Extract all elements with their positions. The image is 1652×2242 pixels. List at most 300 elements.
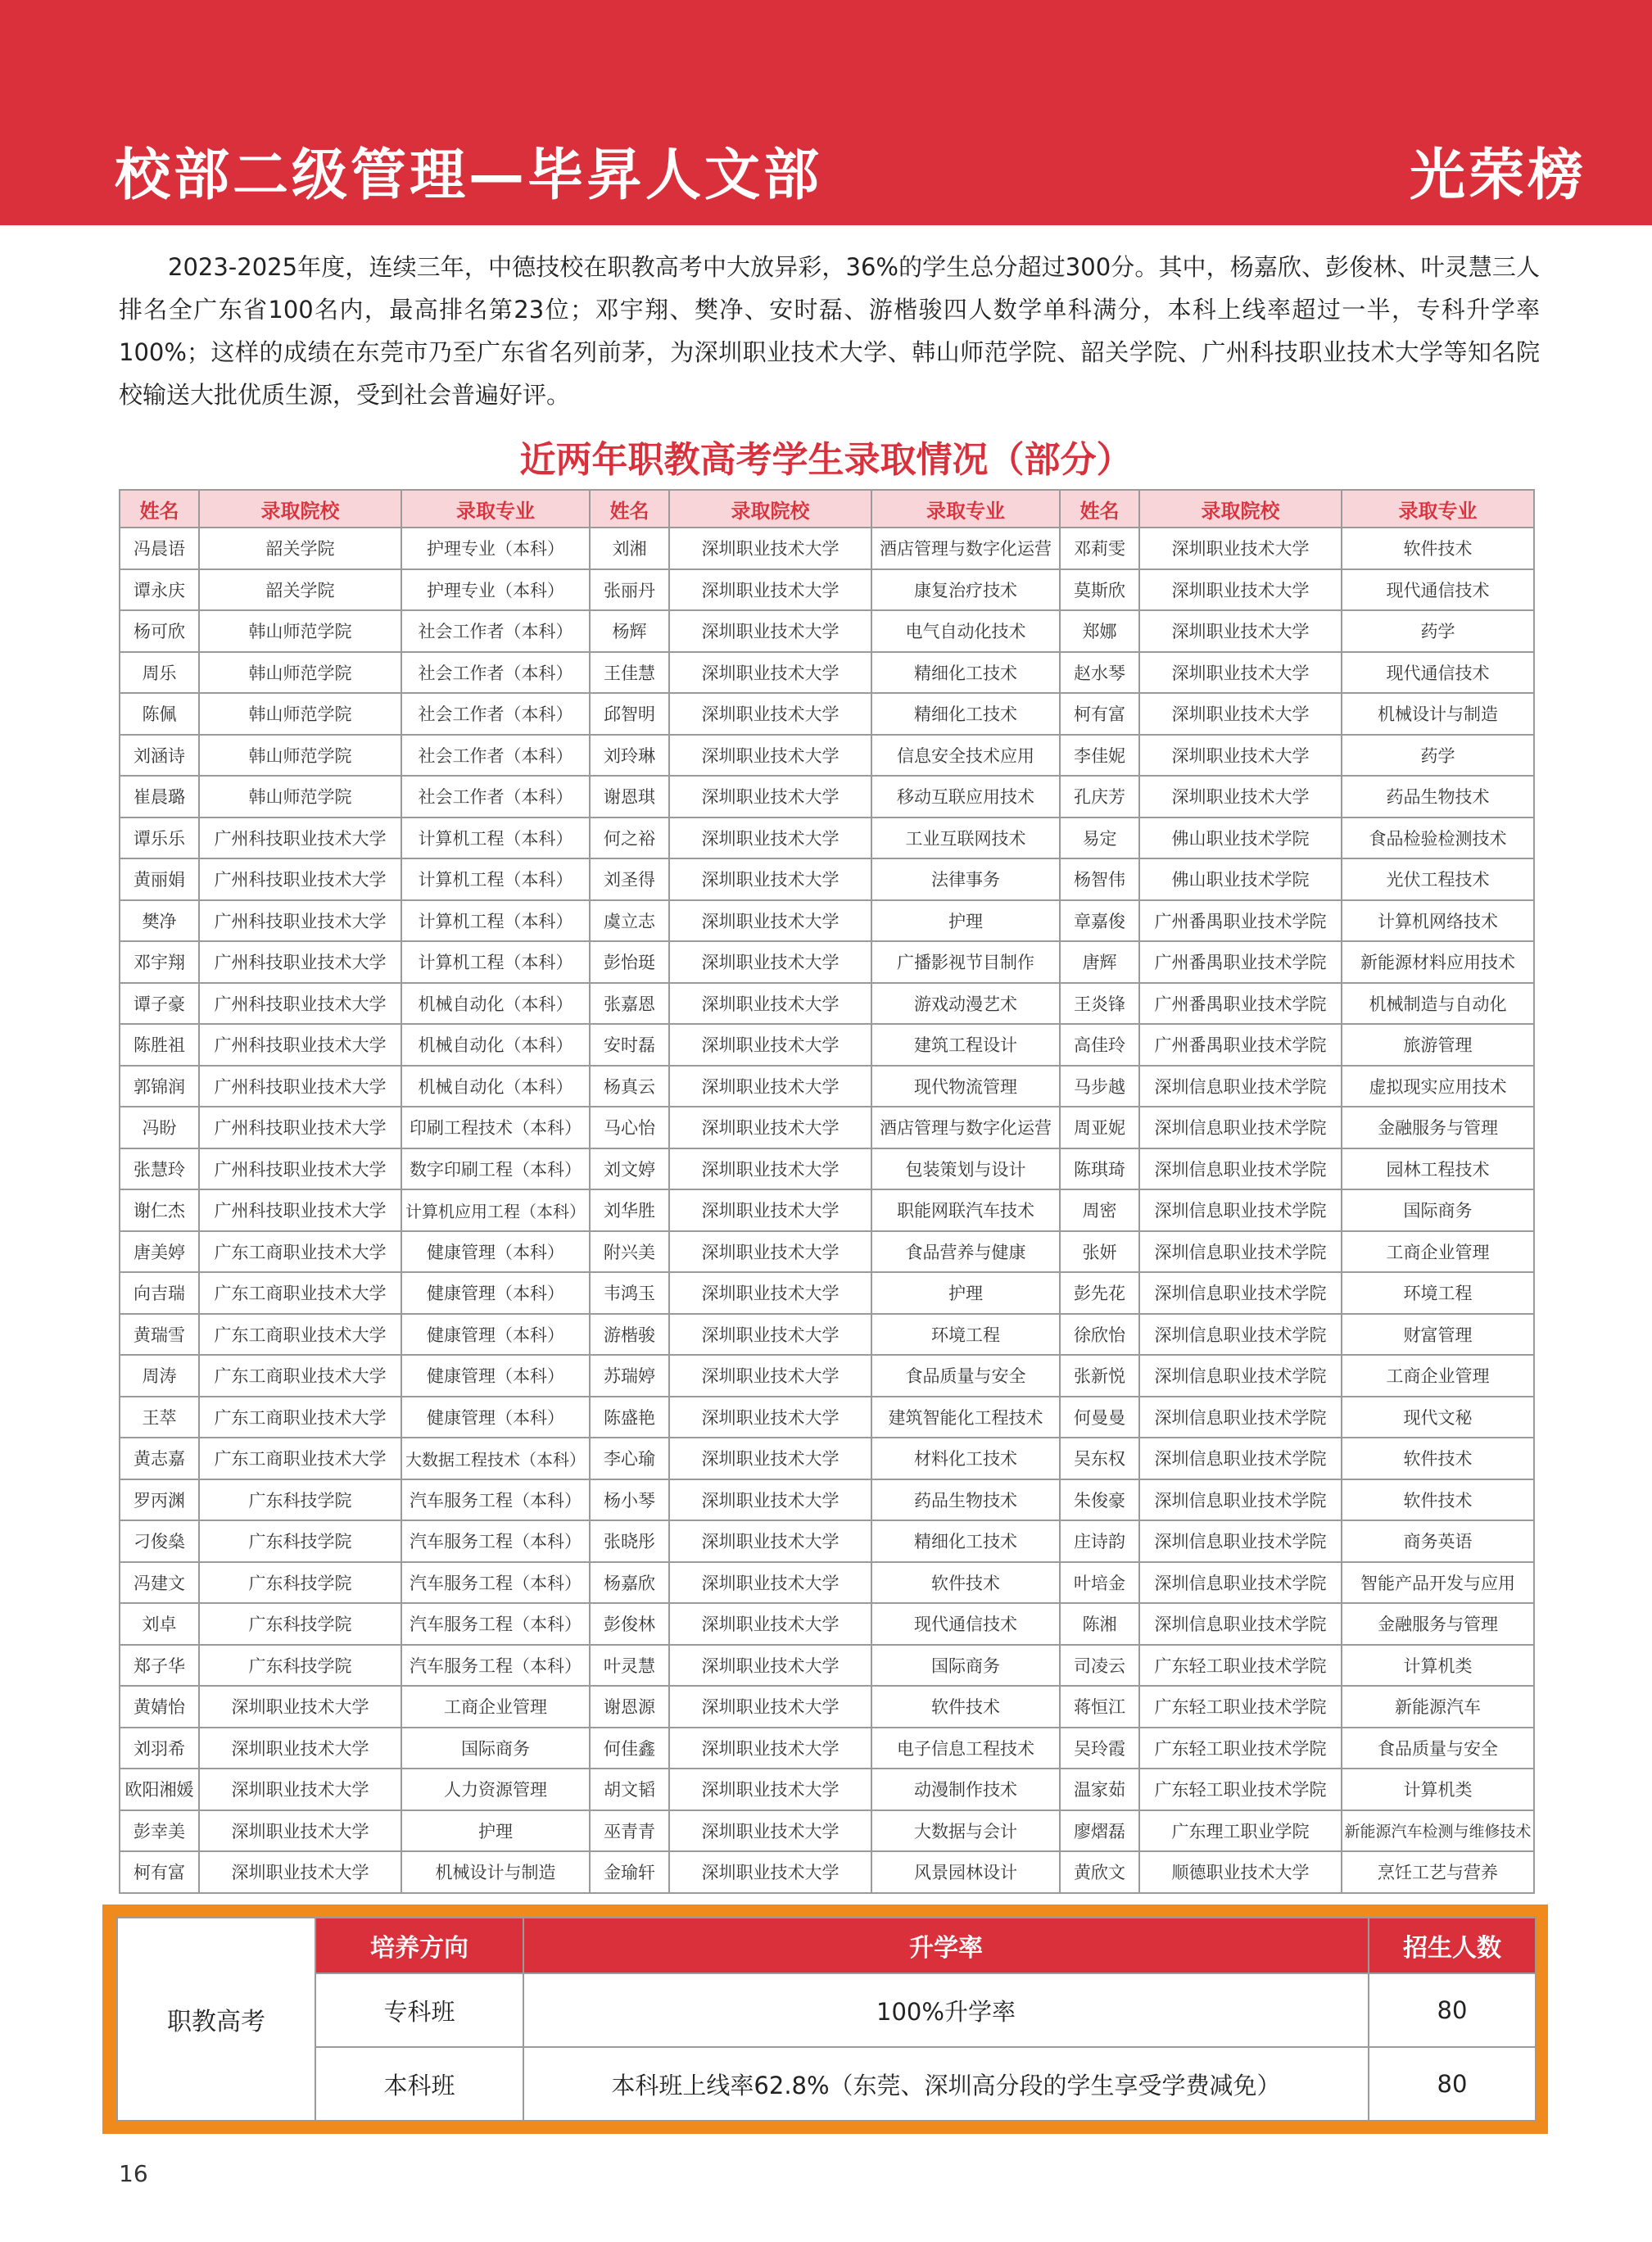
table-cell: 护理专业（本科）: [401, 569, 590, 611]
table-cell: 韩山师范学院: [199, 610, 401, 652]
table-row: [120, 1686, 1534, 1728]
table-cell: 深圳信息职业技术学院: [1139, 1066, 1342, 1107]
admissions-header-cell: 录取专业: [871, 490, 1060, 528]
table-cell: 广州番禺职业技术学院: [1139, 900, 1342, 942]
table-row: [120, 1438, 1534, 1479]
table-cell: 周乐: [120, 652, 199, 694]
table-cell: 广东轻工职业技术学院: [1139, 1686, 1342, 1728]
table-cell: 深圳职业技术大学: [669, 610, 871, 652]
table-cell: 张新悦: [1060, 1355, 1139, 1397]
table-cell: 现代通信技术: [871, 1603, 1060, 1645]
admissions-header-cell: 录取专业: [1342, 490, 1534, 528]
table-cell: 邱智明: [590, 693, 669, 735]
table-cell: 信息安全技术应用: [871, 735, 1060, 777]
table-cell: 广东科技学院: [199, 1520, 401, 1562]
table-cell: 财富管理: [1342, 1314, 1534, 1356]
table-cell: 深圳职业技术大学: [1139, 610, 1342, 652]
table-row: [120, 569, 1534, 611]
table-cell: 深圳职业技术大学: [199, 1728, 401, 1769]
table-cell: 广州科技职业技术大学: [199, 1024, 401, 1066]
table-cell: 数字印刷工程（本科）: [401, 1148, 590, 1190]
table-cell: 汽车服务工程（本科）: [401, 1520, 590, 1562]
table-cell: 深圳信息职业技术学院: [1139, 1272, 1342, 1314]
summary-category: 职教高考: [117, 1918, 315, 2121]
table-cell: 朱俊豪: [1060, 1479, 1139, 1521]
admissions-header-cell: 姓名: [1060, 490, 1139, 528]
table-cell: 计算机类: [1342, 1769, 1534, 1810]
summary-row: [117, 2047, 1536, 2121]
admissions-header-cell: 录取专业: [401, 490, 590, 528]
table-cell: 精细化工技术: [871, 1520, 1060, 1562]
table-cell: 杨智伟: [1060, 858, 1139, 900]
table-cell: 邓莉雯: [1060, 528, 1139, 569]
table-cell: 深圳职业技术大学: [669, 1189, 871, 1231]
table-cell: 庄诗韵: [1060, 1520, 1139, 1562]
table-cell: 深圳职业技术大学: [669, 528, 871, 569]
table-cell: 附兴美: [590, 1231, 669, 1273]
table-row: [120, 1066, 1534, 1107]
table-cell: 欧阳湘媛: [120, 1769, 199, 1810]
table-cell: 温家茹: [1060, 1769, 1139, 1810]
table-cell: 烹饪工艺与营养: [1342, 1851, 1534, 1893]
table-cell: 冯晨语: [120, 528, 199, 569]
table-cell: 深圳职业技术大学: [669, 1728, 871, 1769]
table-cell: 新能源材料应用技术: [1342, 941, 1534, 983]
table-cell: 广州科技职业技术大学: [199, 941, 401, 983]
table-cell: 蒋恒江: [1060, 1686, 1139, 1728]
table-cell: 巫青青: [590, 1810, 669, 1852]
table-cell: 陈胜祖: [120, 1024, 199, 1066]
table-cell: 深圳职业技术大学: [669, 1520, 871, 1562]
table-cell: 赵水琴: [1060, 652, 1139, 694]
table-cell: 黄瑞雪: [120, 1314, 199, 1356]
table-cell: 深圳职业技术大学: [1139, 528, 1342, 569]
table-cell: 建筑智能化工程技术: [871, 1397, 1060, 1438]
table-cell: 机械设计与制造: [401, 1851, 590, 1893]
table-cell: 国际商务: [1342, 1189, 1534, 1231]
table-cell: 深圳职业技术大学: [199, 1686, 401, 1728]
table-cell: 药学: [1342, 610, 1534, 652]
table-cell: 食品检验检测技术: [1342, 818, 1534, 859]
table-cell: 杨小琴: [590, 1479, 669, 1521]
table-cell: 计算机网络技术: [1342, 900, 1534, 942]
summary-cell: 专科班: [315, 1973, 523, 2047]
table-row: [120, 818, 1534, 859]
table-cell: 唐辉: [1060, 941, 1139, 983]
table-row: [120, 941, 1534, 983]
table-cell: 游楷骏: [590, 1314, 669, 1356]
table-cell: 李佳妮: [1060, 735, 1139, 777]
table-cell: 冯盼: [120, 1107, 199, 1148]
table-cell: 广州番禺职业技术学院: [1139, 941, 1342, 983]
table-cell: 深圳职业技术大学: [669, 1272, 871, 1314]
table-cell: 章嘉俊: [1060, 900, 1139, 942]
table-cell: 深圳职业技术大学: [669, 1686, 871, 1728]
table-cell: 深圳职业技术大学: [199, 1810, 401, 1852]
table-cell: 深圳职业技术大学: [669, 1769, 871, 1810]
table-cell: 印刷工程技术（本科）: [401, 1107, 590, 1148]
table-cell: 广东科技学院: [199, 1603, 401, 1645]
table-cell: 谭乐乐: [120, 818, 199, 859]
table-cell: 深圳职业技术大学: [1139, 569, 1342, 611]
table-cell: 广东工商职业技术大学: [199, 1397, 401, 1438]
intro-paragraph: 2023-2025年度，连续三年，中德技校在职教高考中大放异彩，36%的学生总分超过300分。其中，杨嘉欣、彭俊林、叶灵慧三人排名全广东省100名内，最高排名第23位；邓宇翔、樊净、安时磊、游楷骏四人数学单科满分，本科上线率超过一半，专科升学率100%；这样的成绩在东莞市乃至广东省名列前茅，为深圳职业技术大学、韩山师范学院、韶关学院、广州科技职业技术大学等知名院校输送大批优质生源，受到社会普遍好评。: [119, 253, 1540, 409]
table-cell: 酒店管理与数字化运营: [871, 528, 1060, 569]
table-cell: 周涛: [120, 1355, 199, 1397]
table-cell: 徐欣怡: [1060, 1314, 1139, 1356]
table-cell: 陈湘: [1060, 1603, 1139, 1645]
table-cell: 酒店管理与数字化运营: [871, 1107, 1060, 1148]
table-cell: 王佳慧: [590, 652, 669, 694]
table-cell: 马步越: [1060, 1066, 1139, 1107]
table-cell: 现代通信技术: [1342, 652, 1534, 694]
table-row: [120, 1272, 1534, 1314]
table-cell: 智能产品开发与应用: [1342, 1562, 1534, 1604]
table-cell: 软件技术: [1342, 1438, 1534, 1479]
admissions-table: [119, 489, 1535, 1894]
table-cell: 广东科技学院: [199, 1562, 401, 1604]
table-cell: 国际商务: [401, 1728, 590, 1769]
table-cell: 法律事务: [871, 858, 1060, 900]
table-cell: 韶关学院: [199, 528, 401, 569]
table-cell: 郑子华: [120, 1645, 199, 1687]
table-cell: 工商企业管理: [1342, 1355, 1534, 1397]
table-cell: 机械自动化（本科）: [401, 983, 590, 1025]
table-cell: 社会工作者（本科）: [401, 693, 590, 735]
table-cell: 深圳职业技术大学: [199, 1769, 401, 1810]
table-cell: 柯有富: [1060, 693, 1139, 735]
table-cell: 软件技术: [871, 1562, 1060, 1604]
table-cell: 深圳信息职业技术学院: [1139, 1107, 1342, 1148]
table-cell: 计算机工程（本科）: [401, 858, 590, 900]
table-cell: 深圳职业技术大学: [669, 941, 871, 983]
table-cell: 刘玲琳: [590, 735, 669, 777]
table-cell: 深圳信息职业技术学院: [1139, 1520, 1342, 1562]
table-row: [120, 1562, 1534, 1604]
table-cell: 谭永庆: [120, 569, 199, 611]
table-cell: 软件技术: [1342, 1479, 1534, 1521]
table-row: [120, 776, 1534, 818]
table-cell: 张晓彤: [590, 1520, 669, 1562]
table-cell: 邓宇翔: [120, 941, 199, 983]
table-cell: 健康管理（本科）: [401, 1314, 590, 1356]
table-cell: 韶关学院: [199, 569, 401, 611]
table-row: [120, 1397, 1534, 1438]
table-cell: 汽车服务工程（本科）: [401, 1603, 590, 1645]
table-row: [120, 1810, 1534, 1852]
table-cell: 汽车服务工程（本科）: [401, 1562, 590, 1604]
table-cell: 深圳职业技术大学: [669, 1603, 871, 1645]
table-cell: 杨真云: [590, 1066, 669, 1107]
table-cell: 深圳职业技术大学: [669, 1397, 871, 1438]
table-cell: 广播影视节目制作: [871, 941, 1060, 983]
table-cell: 深圳职业技术大学: [669, 569, 871, 611]
table-row: [120, 1189, 1534, 1231]
table-cell: 韩山师范学院: [199, 652, 401, 694]
table-cell: 广州科技职业技术大学: [199, 983, 401, 1025]
table-cell: 崔晨璐: [120, 776, 199, 818]
table-cell: 冯建文: [120, 1562, 199, 1604]
table-cell: 健康管理（本科）: [401, 1397, 590, 1438]
table-cell: 深圳职业技术大学: [669, 818, 871, 859]
table-row: [120, 1479, 1534, 1521]
table-cell: 国际商务: [871, 1645, 1060, 1687]
table-cell: 动漫制作技术: [871, 1769, 1060, 1810]
admissions-header-row: [120, 490, 1534, 528]
admissions-header-cell: 姓名: [590, 490, 669, 528]
table-cell: 广州科技职业技术大学: [199, 900, 401, 942]
table-cell: 园林工程技术: [1342, 1148, 1534, 1190]
table-cell: 包装策划与设计: [871, 1148, 1060, 1190]
table-cell: 药学: [1342, 735, 1534, 777]
table-cell: 广州科技职业技术大学: [199, 818, 401, 859]
table-cell: 食品质量与安全: [1342, 1728, 1534, 1769]
table-cell: 刘圣得: [590, 858, 669, 900]
table-cell: 黄志嘉: [120, 1438, 199, 1479]
table-cell: 陈盛艳: [590, 1397, 669, 1438]
table-cell: 计算机类: [1342, 1645, 1534, 1687]
table-cell: 深圳职业技术大学: [669, 1066, 871, 1107]
table-cell: 商务英语: [1342, 1520, 1534, 1562]
table-cell: 材料化工技术: [871, 1438, 1060, 1479]
table-cell: 广东工商职业技术大学: [199, 1272, 401, 1314]
summary-header-cell: 培养方向: [315, 1918, 523, 1973]
table-cell: 张嘉恩: [590, 983, 669, 1025]
table-cell: 何之裕: [590, 818, 669, 859]
table-cell: 周亚妮: [1060, 1107, 1139, 1148]
table-cell: 向吉瑞: [120, 1272, 199, 1314]
table-cell: 护理: [401, 1810, 590, 1852]
table-cell: 刘湘: [590, 528, 669, 569]
table-cell: 深圳职业技术大学: [669, 1810, 871, 1852]
table-cell: 人力资源管理: [401, 1769, 590, 1810]
table-cell: 易定: [1060, 818, 1139, 859]
table-cell: 大数据与会计: [871, 1810, 1060, 1852]
table-cell: 彭幸美: [120, 1810, 199, 1852]
table-row: [120, 1645, 1534, 1687]
table-cell: 社会工作者（本科）: [401, 610, 590, 652]
table-row: [120, 983, 1534, 1025]
table-cell: 环境工程: [871, 1314, 1060, 1356]
table-cell: 韩山师范学院: [199, 693, 401, 735]
table-cell: 深圳职业技术大学: [669, 900, 871, 942]
table-cell: 王萃: [120, 1397, 199, 1438]
table-cell: 现代通信技术: [1342, 569, 1534, 611]
table-cell: 健康管理（本科）: [401, 1231, 590, 1273]
table-cell: 电子信息工程技术: [871, 1728, 1060, 1769]
table-cell: 广东理工职业学院: [1139, 1810, 1342, 1852]
table-cell: 机械设计与制造: [1342, 693, 1534, 735]
table-cell: 护理: [871, 900, 1060, 942]
section-title: 近两年职教高考学生录取情况（部分）: [519, 439, 1133, 481]
table-cell: 工商企业管理: [1342, 1231, 1534, 1273]
table-cell: 彭俊林: [590, 1603, 669, 1645]
table-cell: 深圳信息职业技术学院: [1139, 1603, 1342, 1645]
table-cell: 深圳信息职业技术学院: [1139, 1231, 1342, 1273]
table-cell: 广东轻工职业技术学院: [1139, 1769, 1342, 1810]
table-cell: 移动互联应用技术: [871, 776, 1060, 818]
table-cell: 计算机工程（本科）: [401, 900, 590, 942]
table-cell: 张妍: [1060, 1231, 1139, 1273]
table-cell: 计算机应用工程（本科）: [401, 1189, 590, 1231]
table-cell: 工业互联网技术: [871, 818, 1060, 859]
admissions-table-body: [120, 528, 1534, 1893]
table-cell: 杨可欣: [120, 610, 199, 652]
table-cell: 深圳职业技术大学: [669, 693, 871, 735]
table-cell: 深圳职业技术大学: [669, 1355, 871, 1397]
table-cell: 深圳信息职业技术学院: [1139, 1314, 1342, 1356]
department-title: 校部二级管理—毕昇人文部: [115, 143, 823, 208]
table-cell: 杨辉: [590, 610, 669, 652]
table-cell: 司凌云: [1060, 1645, 1139, 1687]
table-cell: 广东工商职业技术大学: [199, 1231, 401, 1273]
summary-table: [116, 1917, 1537, 2122]
table-cell: 深圳职业技术大学: [669, 1479, 871, 1521]
table-cell: 大数据工程技术（本科）: [401, 1438, 590, 1479]
table-cell: 广东轻工职业技术学院: [1139, 1645, 1342, 1687]
table-cell: 广东科技学院: [199, 1479, 401, 1521]
table-cell: 罗丙渊: [120, 1479, 199, 1521]
table-row: [120, 1231, 1534, 1273]
table-cell: 广州番禺职业技术学院: [1139, 1024, 1342, 1066]
table-cell: 深圳信息职业技术学院: [1139, 1397, 1342, 1438]
table-cell: 深圳信息职业技术学院: [1139, 1479, 1342, 1521]
table-row: [120, 528, 1534, 569]
admissions-header-cell: 姓名: [120, 490, 199, 528]
table-cell: 张丽丹: [590, 569, 669, 611]
table-cell: 深圳职业技术大学: [1139, 735, 1342, 777]
table-row: [120, 1851, 1534, 1893]
table-cell: 谢仁杰: [120, 1189, 199, 1231]
table-cell: 孔庆芳: [1060, 776, 1139, 818]
table-row: [120, 610, 1534, 652]
table-cell: 刘羽希: [120, 1728, 199, 1769]
table-row: [120, 1603, 1534, 1645]
table-cell: 食品质量与安全: [871, 1355, 1060, 1397]
table-cell: 高佳玲: [1060, 1024, 1139, 1066]
table-cell: 环境工程: [1342, 1272, 1534, 1314]
table-cell: 深圳职业技术大学: [1139, 652, 1342, 694]
table-cell: 虚拟现实应用技术: [1342, 1066, 1534, 1107]
table-cell: 韩山师范学院: [199, 776, 401, 818]
table-cell: 何曼曼: [1060, 1397, 1139, 1438]
summary-cell: 本科班: [315, 2047, 523, 2121]
table-cell: 广东工商职业技术大学: [199, 1438, 401, 1479]
table-cell: 谭子豪: [120, 983, 199, 1025]
admissions-header-cell: 录取院校: [199, 490, 401, 528]
table-cell: 现代物流管理: [871, 1066, 1060, 1107]
table-cell: 深圳信息职业技术学院: [1139, 1148, 1342, 1190]
table-cell: 樊净: [120, 900, 199, 942]
table-cell: 游戏动漫艺术: [871, 983, 1060, 1025]
table-cell: 深圳职业技术大学: [669, 1107, 871, 1148]
table-cell: 刁俊燊: [120, 1520, 199, 1562]
table-cell: 广州科技职业技术大学: [199, 1189, 401, 1231]
table-cell: 郭锦润: [120, 1066, 199, 1107]
table-cell: 杨嘉欣: [590, 1562, 669, 1604]
table-cell: 食品营养与健康: [871, 1231, 1060, 1273]
table-cell: 光伏工程技术: [1342, 858, 1534, 900]
table-cell: 安时磊: [590, 1024, 669, 1066]
table-row: [120, 693, 1534, 735]
table-cell: 广州科技职业技术大学: [199, 1148, 401, 1190]
table-cell: 旅游管理: [1342, 1024, 1534, 1066]
table-cell: 深圳信息职业技术学院: [1139, 1355, 1342, 1397]
table-cell: 深圳职业技术大学: [669, 983, 871, 1025]
table-cell: 社会工作者（本科）: [401, 776, 590, 818]
table-cell: 韦鸿玉: [590, 1272, 669, 1314]
admissions-header-cell: 录取院校: [1139, 490, 1342, 528]
table-cell: 胡文韬: [590, 1769, 669, 1810]
table-cell: 深圳职业技术大学: [669, 1314, 871, 1356]
table-cell: 唐美婷: [120, 1231, 199, 1273]
table-cell: 工商企业管理: [401, 1686, 590, 1728]
table-cell: 广东工商职业技术大学: [199, 1355, 401, 1397]
summary-cell: 100%升学率: [523, 1973, 1369, 2047]
table-row: [120, 1355, 1534, 1397]
table-cell: 陈佩: [120, 693, 199, 735]
table-cell: 广州科技职业技术大学: [199, 858, 401, 900]
table-cell: 健康管理（本科）: [401, 1272, 590, 1314]
table-cell: 莫斯欣: [1060, 569, 1139, 611]
table-cell: 黄欣文: [1060, 1851, 1139, 1893]
table-cell: 韩山师范学院: [199, 735, 401, 777]
table-row: [120, 1769, 1534, 1810]
table-cell: 职能网联汽车技术: [871, 1189, 1060, 1231]
table-cell: 深圳职业技术大学: [1139, 693, 1342, 735]
table-cell: 吴东权: [1060, 1438, 1139, 1479]
table-cell: 金融服务与管理: [1342, 1603, 1534, 1645]
table-cell: 刘华胜: [590, 1189, 669, 1231]
table-cell: 深圳职业技术大学: [669, 1231, 871, 1273]
table-cell: 柯有富: [120, 1851, 199, 1893]
summary-header-cell: 招生人数: [1369, 1918, 1536, 1973]
summary-cell: 80: [1369, 2047, 1536, 2121]
table-cell: 黄婧怡: [120, 1686, 199, 1728]
table-cell: 广东轻工职业技术学院: [1139, 1728, 1342, 1769]
table-cell: 机械自动化（本科）: [401, 1066, 590, 1107]
table-cell: 建筑工程设计: [871, 1024, 1060, 1066]
table-cell: 刘涵诗: [120, 735, 199, 777]
table-cell: 康复治疗技术: [871, 569, 1060, 611]
table-cell: 机械制造与自动化: [1342, 983, 1534, 1025]
table-cell: 吴玲霞: [1060, 1728, 1139, 1769]
table-cell: 新能源汽车检测与维修技术: [1342, 1810, 1534, 1852]
table-cell: 顺德职业技术大学: [1139, 1851, 1342, 1893]
honor-roll-title: 光荣榜: [1409, 143, 1586, 208]
table-cell: 计算机工程（本科）: [401, 818, 590, 859]
table-row: [120, 1107, 1534, 1148]
table-cell: 深圳职业技术大学: [669, 1024, 871, 1066]
table-cell: 深圳职业技术大学: [669, 652, 871, 694]
table-cell: 广州科技职业技术大学: [199, 1066, 401, 1107]
table-cell: 深圳信息职业技术学院: [1139, 1438, 1342, 1479]
table-cell: 李心瑜: [590, 1438, 669, 1479]
table-cell: 深圳职业技术大学: [669, 858, 871, 900]
table-cell: 深圳职业技术大学: [669, 1562, 871, 1604]
summary-cell: 本科班上线率62.8%（东莞、深圳高分段的学生享受学费减免）: [523, 2047, 1369, 2121]
table-cell: 护理专业（本科）: [401, 528, 590, 569]
table-row: [120, 900, 1534, 942]
table-cell: 社会工作者（本科）: [401, 735, 590, 777]
table-cell: 深圳信息职业技术学院: [1139, 1189, 1342, 1231]
table-cell: 刘文婷: [590, 1148, 669, 1190]
table-cell: 佛山职业技术学院: [1139, 858, 1342, 900]
table-cell: 周密: [1060, 1189, 1139, 1231]
table-cell: 软件技术: [1342, 528, 1534, 569]
table-cell: 健康管理（本科）: [401, 1355, 590, 1397]
table-cell: 叶培金: [1060, 1562, 1139, 1604]
